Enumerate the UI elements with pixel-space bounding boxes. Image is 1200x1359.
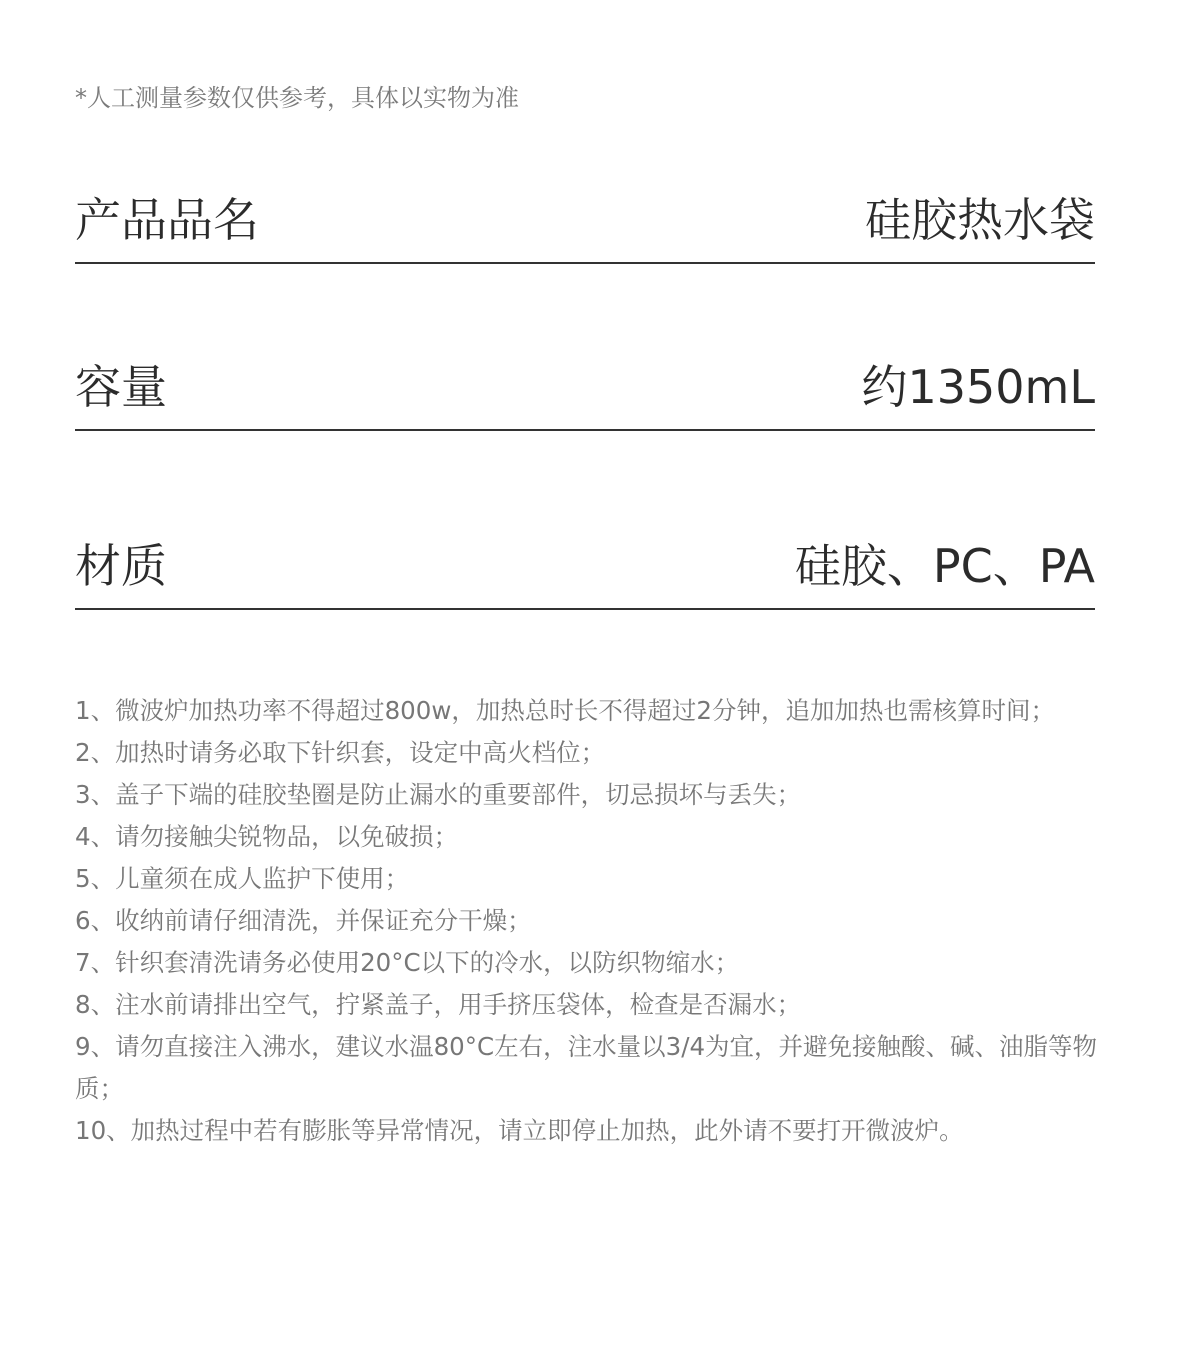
- spec-row-product-name: [75, 186, 1095, 264]
- usage-note: 10、加热过程中若有膨胀等异常情况，请立即停止加热，此外请不要打开微波炉。: [75, 1116, 964, 1145]
- measurement-disclaimer: *人工测量参数仅供参考，具体以实物为准: [75, 84, 519, 112]
- usage-note: 4、请勿接触尖锐物品，以免破损；: [75, 822, 459, 851]
- spec-label: 容量: [75, 360, 167, 414]
- spec-row-capacity: [75, 353, 1095, 431]
- spec-value: 约1350mL: [861, 360, 1095, 414]
- usage-note: 7、针织套清洗请务必使用20°C以下的冷水，以防织物缩水；: [75, 948, 740, 977]
- spec-row-material: [75, 532, 1095, 610]
- spec-label: 材质: [75, 539, 167, 593]
- usage-note: 3、盖子下端的硅胶垫圈是防止漏水的重要部件，切忌损坏与丢失；: [75, 780, 802, 809]
- usage-note: 9、请勿直接注入沸水，建议水温80°C左右，注水量以3/4为宜，并避免接触酸、碱、油脂等物质；: [75, 1032, 1098, 1103]
- usage-note: 8、注水前请排出空气，拧紧盖子，用手挤压袋体，检查是否漏水；: [75, 990, 802, 1019]
- usage-note: 1、微波炉加热功率不得超过800w，加热总时长不得超过2分钟，追加加热也需核算时间；: [75, 696, 1055, 725]
- usage-note: 6、收纳前请仔细清洗，并保证充分干燥；: [75, 906, 532, 935]
- usage-notes-list: [75, 690, 1105, 1152]
- spec-value: 硅胶、PC、PA: [794, 539, 1095, 593]
- usage-note: 2、加热时请务必取下针织套，设定中高火档位；: [75, 738, 606, 767]
- usage-note: 5、儿童须在成人监护下使用；: [75, 864, 410, 893]
- spec-label: 产品品名: [75, 193, 259, 247]
- spec-value: 硅胶热水袋: [865, 193, 1095, 247]
